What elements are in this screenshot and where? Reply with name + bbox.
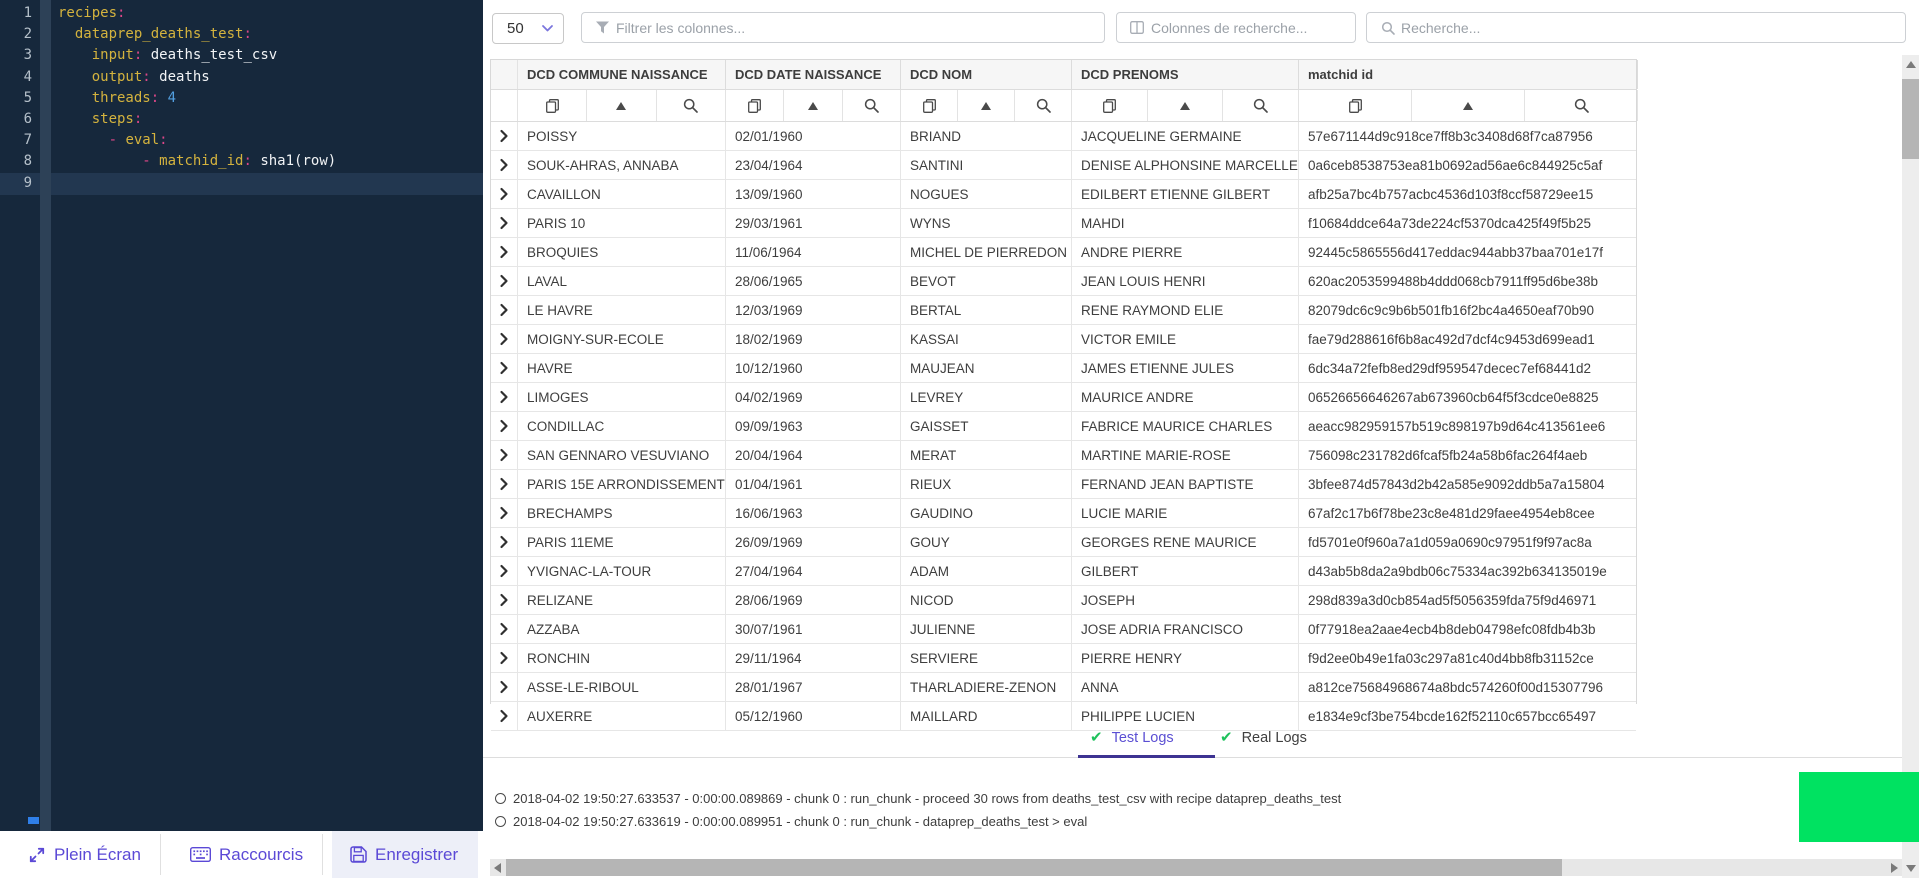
cell-date: 18/02/1969	[726, 325, 901, 353]
cell-prenoms: GILBERT	[1072, 557, 1299, 585]
cell-commune: SOUK-AHRAS, ANNABA	[518, 151, 726, 179]
row-expand-button[interactable]	[491, 122, 518, 150]
cell-nom: ADAM	[901, 557, 1072, 585]
cell-matchid: 298d839a3d0cb854ad5f5056359fda75f9d46971	[1308, 592, 1597, 608]
chevron-down-icon	[542, 25, 553, 32]
column-search-button[interactable]	[843, 90, 901, 121]
code-line: dataprep_deaths_test:	[74, 26, 252, 43]
row-expand-button[interactable]	[491, 412, 518, 440]
log-text: 2018-04-02 19:50:27.633619 - 0:00:00.089951 - chunk 0 : run_chunk - dataprep_deaths_test > eval	[513, 814, 1088, 829]
cell-nom: LEVREY	[901, 383, 1072, 411]
table-row	[491, 383, 1636, 412]
cell-commune: HAVRE	[518, 354, 726, 382]
horizontal-scrollbar[interactable]	[490, 859, 1902, 876]
cell-matchid: f9d2ee0b49e1fa03c297a81c40d4bb8fb31152ce	[1308, 650, 1594, 666]
green-status-toast	[1799, 772, 1919, 842]
sort-icon	[808, 102, 818, 110]
cell-matchid: d43ab5b8da2a9bdb06c75334ac392b634135019e	[1308, 563, 1607, 579]
table-row	[491, 528, 1636, 557]
fullscreen-button[interactable]	[22, 831, 147, 878]
search-icon	[683, 98, 698, 113]
cell-nom: GAUDINO	[901, 499, 1072, 527]
cell-date: 28/06/1969	[726, 586, 901, 614]
line-number: 1	[23, 5, 32, 21]
sort-icon	[1463, 102, 1473, 110]
code-line: threads: 4	[91, 89, 177, 106]
table-row	[491, 441, 1636, 470]
cell-prenoms: JEAN LOUIS HENRI	[1072, 267, 1299, 295]
row-expand-button[interactable]	[491, 354, 518, 382]
cell-matchid: 0f77918ea2aae4ecb4b8deb04798efc08fdb4b3b	[1308, 621, 1596, 637]
column-sort-button[interactable]	[1148, 90, 1224, 121]
expand-chevron-icon	[500, 449, 508, 461]
cell-prenoms: JOSEPH	[1072, 586, 1299, 614]
log-text: 2018-04-02 19:50:27.633537 - 0:00:00.089869 - chunk 0 : run_chunk - proceed 30 rows from deaths_test_csv with recipe dataprep_deaths_test	[513, 791, 1342, 806]
table-row	[491, 325, 1636, 354]
row-expand-button[interactable]	[491, 644, 518, 672]
column-copy-button[interactable]	[901, 90, 958, 121]
cell-commune: LE HAVRE	[518, 296, 726, 324]
cell-nom: BEVOT	[901, 267, 1072, 295]
row-expand-button[interactable]	[491, 296, 518, 324]
row-expand-button[interactable]	[491, 528, 518, 556]
cell-matchid: f10684ddce64a73de224cf5370dca425f49f5b25	[1308, 215, 1592, 231]
expand-chevron-icon	[500, 652, 508, 664]
save-floppy-icon	[350, 846, 367, 863]
column-tools-commune	[518, 90, 726, 121]
tab-real-logs-label: Real Logs	[1241, 730, 1307, 746]
search-columns-input[interactable]	[1116, 12, 1356, 43]
column-search-button[interactable]	[1525, 90, 1638, 121]
expand-chevron-icon	[500, 536, 508, 548]
code-line	[58, 173, 336, 194]
cell-matchid: 0a6ceb8538753ea81b0692ad56ae6c844925c5af	[1308, 157, 1603, 173]
cell-prenoms: FABRICE MAURICE CHARLES	[1072, 412, 1299, 440]
cell-prenoms: MAURICE ANDRE	[1072, 383, 1299, 411]
editor-gutter-divider	[40, 0, 51, 831]
check-icon: ✔	[1090, 729, 1103, 746]
row-expand-button[interactable]	[491, 470, 518, 498]
expand-chevron-icon	[500, 304, 508, 316]
cell-matchid: 620ac2053599488b4ddd068cb7911ff95d6be38b	[1308, 273, 1599, 289]
save-button[interactable]	[344, 831, 464, 878]
tab-test-logs[interactable]	[1090, 728, 1174, 746]
save-button-label: Enregistrer	[375, 844, 459, 864]
cell-commune: LAVAL	[518, 267, 726, 295]
table-toolbar-row	[491, 90, 1636, 122]
row-expand-button[interactable]	[491, 209, 518, 237]
scroll-up-arrow-icon[interactable]	[1906, 61, 1916, 68]
log-line	[495, 791, 1341, 806]
cell-date: 29/03/1961	[726, 209, 901, 237]
cell-commune: PARIS 11EME	[518, 528, 726, 556]
code-line: recipes:	[58, 5, 126, 21]
page-size-value: 50	[507, 20, 524, 37]
cell-date: 01/04/1961	[726, 470, 901, 498]
cell-date: 09/09/1963	[726, 412, 901, 440]
cell-commune: ASSE-LE-RIBOUL	[518, 673, 726, 701]
cell-date: 13/09/1960	[726, 180, 901, 208]
scroll-right-arrow-icon[interactable]	[1891, 863, 1898, 873]
expand-chevron-icon	[500, 275, 508, 287]
log-status-icon	[495, 816, 506, 827]
cell-date: 30/07/1961	[726, 615, 901, 643]
table-row	[491, 470, 1636, 499]
vertical-scrollbar-thumb[interactable]	[1902, 79, 1919, 159]
cell-prenoms: MARTINE MARIE-ROSE	[1072, 441, 1299, 469]
cell-prenoms: DENISE ALPHONSINE MARCELLE	[1072, 151, 1299, 179]
cell-nom: BRIAND	[901, 122, 1072, 150]
footer-divider	[322, 834, 323, 875]
cell-nom: SANTINI	[901, 151, 1072, 179]
cell-prenoms: JACQUELINE GERMAINE	[1072, 122, 1299, 150]
cell-commune: RONCHIN	[518, 644, 726, 672]
cell-nom: JULIENNE	[901, 615, 1072, 643]
cell-date: 11/06/1964	[726, 238, 901, 266]
row-expand-button[interactable]	[491, 383, 518, 411]
expand-chevron-icon	[500, 130, 508, 142]
toolbar-spacer	[491, 90, 518, 121]
column-header-nom[interactable]: DCD NOM	[901, 60, 1072, 89]
row-expand-button[interactable]	[491, 557, 518, 585]
expand-chevron-icon	[500, 710, 508, 722]
code-line: - matchid_id: sha1(row)	[142, 153, 337, 170]
cell-prenoms: JOSE ADRIA FRANCISCO	[1072, 615, 1299, 643]
cell-date: 29/11/1964	[726, 644, 901, 672]
page-size-select[interactable]	[492, 13, 564, 44]
sort-icon	[981, 102, 991, 110]
cell-nom: GAISSET	[901, 412, 1072, 440]
cell-date: 02/01/1960	[726, 122, 901, 150]
table-row	[491, 151, 1636, 180]
expand-chevron-icon	[500, 333, 508, 345]
active-tab-underline	[1078, 755, 1215, 758]
table-row	[491, 673, 1636, 702]
cell-date: 20/04/1964	[726, 441, 901, 469]
column-sort-button[interactable]	[958, 90, 1015, 121]
cell-matchid: 67af2c17b6f78be23c8e481d29faee4954eb8cee	[1308, 505, 1595, 521]
column-search-button[interactable]	[657, 90, 726, 121]
row-expand-button[interactable]	[491, 325, 518, 353]
cell-commune: MOIGNY-SUR-ECOLE	[518, 325, 726, 353]
copy-icon	[1103, 99, 1116, 113]
cell-commune: PARIS 10	[518, 209, 726, 237]
cell-prenoms: EDILBERT ETIENNE GILBERT	[1072, 180, 1299, 208]
column-tools-prenoms	[1072, 90, 1299, 121]
vertical-scrollbar[interactable]	[1902, 55, 1919, 878]
line-number: 4	[23, 68, 32, 85]
cell-date: 04/02/1969	[726, 383, 901, 411]
cell-commune: RELIZANE	[518, 586, 726, 614]
table-row	[491, 180, 1636, 209]
tab-real-logs[interactable]	[1220, 728, 1307, 746]
copy-icon	[748, 99, 761, 113]
code-line: input: deaths_test_csv	[91, 47, 278, 64]
row-expand-button[interactable]	[491, 151, 518, 179]
cell-nom: BERTAL	[901, 296, 1072, 324]
expand-chevron-icon	[500, 217, 508, 229]
log-status-icon	[495, 793, 506, 804]
expand-chevron-icon	[500, 159, 508, 171]
cell-date: 23/04/1964	[726, 151, 901, 179]
sort-icon	[616, 102, 626, 110]
table-header-row	[491, 60, 1636, 90]
cell-matchid: a812ce75684968674a8bdc574260f00d15307796	[1308, 679, 1604, 695]
expand-chevron-icon	[500, 623, 508, 635]
search-icon	[1036, 98, 1051, 113]
cell-matchid: 06526656646267ab673960cb64f5f3cdce0e8825	[1308, 389, 1599, 405]
expand-chevron-icon	[500, 391, 508, 403]
line-number: 6	[23, 111, 32, 128]
column-search-button[interactable]	[1223, 90, 1299, 121]
cell-date: 16/06/1963	[726, 499, 901, 527]
cell-commune: BRECHAMPS	[518, 499, 726, 527]
cell-prenoms: ANNA	[1072, 673, 1299, 701]
column-header-date[interactable]: DCD DATE NAISSANCE	[726, 60, 901, 89]
row-expand-button[interactable]	[491, 673, 518, 701]
search-icon	[1574, 98, 1589, 113]
column-copy-button[interactable]	[1299, 90, 1412, 121]
horizontal-scrollbar-thumb[interactable]	[506, 859, 1562, 876]
cell-date: 10/12/1960	[726, 354, 901, 382]
row-expand-button[interactable]	[491, 615, 518, 643]
table-row	[491, 238, 1636, 267]
cell-prenoms: PHILIPPE LUCIEN	[1072, 702, 1299, 730]
cell-matchid: 756098c231782d6fcaf5fb24a58b6fac264f4aeb	[1308, 447, 1588, 463]
table-row	[491, 354, 1636, 383]
row-expand-button[interactable]	[491, 180, 518, 208]
cell-matchid: fae79d288616f6b8ac492d7dcf4c9453d699ead1	[1308, 331, 1595, 347]
scroll-left-arrow-icon[interactable]	[494, 863, 501, 873]
shortcuts-button[interactable]	[184, 831, 309, 878]
line-number: 9	[23, 174, 32, 191]
cell-commune: LIMOGES	[518, 383, 726, 411]
cell-matchid: 3bfee874d57843d2b42a585e9092ddb5a7a15804	[1308, 476, 1605, 492]
expand-chevron-icon	[500, 362, 508, 374]
table-row	[491, 412, 1636, 441]
scroll-down-arrow-icon[interactable]	[1906, 865, 1916, 872]
table-row	[491, 122, 1636, 151]
cell-nom: NOGUES	[901, 180, 1072, 208]
cell-date: 28/06/1965	[726, 267, 901, 295]
table-row	[491, 296, 1636, 325]
cell-nom: KASSAI	[901, 325, 1072, 353]
copy-icon	[1349, 99, 1362, 113]
table-row	[491, 557, 1636, 586]
copy-icon	[923, 99, 936, 113]
table-row	[491, 499, 1636, 528]
expand-chevron-icon	[500, 594, 508, 606]
cell-commune: CONDILLAC	[518, 412, 726, 440]
cell-nom: THARLADIERE-ZENON	[901, 673, 1072, 701]
column-sort-button[interactable]	[784, 90, 842, 121]
code-line: output: deaths	[91, 68, 210, 85]
cell-nom: MAILLARD	[901, 702, 1072, 730]
cell-commune: YVIGNAC-LA-TOUR	[518, 557, 726, 585]
header-spacer	[491, 60, 518, 89]
table-row	[491, 615, 1636, 644]
column-header-commune[interactable]: DCD COMMUNE NAISSANCE	[518, 60, 726, 89]
line-number: 7	[23, 132, 32, 149]
sort-icon	[1180, 102, 1190, 110]
cell-prenoms: JAMES ETIENNE JULES	[1072, 354, 1299, 382]
expand-chevron-icon	[500, 420, 508, 432]
cell-date: 28/01/1967	[726, 673, 901, 701]
column-copy-button[interactable]	[518, 90, 587, 121]
fullscreen-expand-icon	[28, 846, 46, 864]
cell-matchid: fd5701e0f960a7a1d059a0690c97951f9f97ac8a	[1308, 534, 1592, 550]
column-tools-nom	[901, 90, 1072, 121]
table-row	[491, 267, 1636, 296]
cell-date: 26/09/1969	[726, 528, 901, 556]
line-number: 8	[23, 153, 32, 170]
cell-matchid: 6dc34a72fefb8ed29df959547decec7ef68441d2	[1308, 360, 1592, 376]
cell-nom: MICHEL DE PIERREDON	[901, 238, 1072, 266]
cell-commune: AZZABA	[518, 615, 726, 643]
cell-nom: MERAT	[901, 441, 1072, 469]
table-row	[491, 702, 1636, 731]
line-number: 2	[23, 26, 32, 43]
column-header-prenoms[interactable]: DCD PRENOMS	[1072, 60, 1299, 89]
cell-commune: AUXERRE	[518, 702, 726, 730]
column-sort-button[interactable]	[587, 90, 656, 121]
expand-chevron-icon	[500, 681, 508, 693]
code-line: - eval:	[108, 132, 168, 149]
column-search-button[interactable]	[1015, 90, 1072, 121]
cell-prenoms: FERNAND JEAN BAPTISTE	[1072, 470, 1299, 498]
fullscreen-button-label: Plein Écran	[54, 844, 141, 864]
column-tools-date	[726, 90, 901, 121]
cell-nom: NICOD	[901, 586, 1072, 614]
line-number: 5	[23, 89, 32, 106]
row-expand-button[interactable]	[491, 267, 518, 295]
shortcuts-button-label: Raccourcis	[219, 844, 304, 864]
cell-matchid: aeacc982959157b519c898197b9d64c413561ee6	[1308, 418, 1606, 434]
cell-commune: PARIS 15E ARRONDISSEMENT	[518, 470, 726, 498]
expand-chevron-icon	[500, 478, 508, 490]
table-row	[491, 644, 1636, 673]
footer-divider	[160, 834, 161, 875]
cell-prenoms: VICTOR EMILE	[1072, 325, 1299, 353]
copy-icon	[546, 99, 559, 113]
expand-chevron-icon	[500, 565, 508, 577]
expand-chevron-icon	[500, 246, 508, 258]
cell-commune: POISSY	[518, 122, 726, 150]
cell-date: 05/12/1960	[726, 702, 901, 730]
table-row	[491, 586, 1636, 615]
code-line: steps:	[91, 110, 143, 127]
row-expand-button[interactable]	[491, 441, 518, 469]
cell-nom: SERVIERE	[901, 644, 1072, 672]
row-expand-button[interactable]	[491, 238, 518, 266]
search-icon	[1253, 98, 1268, 113]
expand-chevron-icon	[500, 507, 508, 519]
cell-nom: RIEUX	[901, 470, 1072, 498]
filter-columns-input[interactable]	[581, 12, 1105, 43]
column-copy-button[interactable]	[726, 90, 784, 121]
cell-prenoms: LUCIE MARIE	[1072, 499, 1299, 527]
keyboard-icon	[190, 847, 211, 862]
row-expand-button[interactable]	[491, 702, 518, 730]
expand-chevron-icon	[500, 188, 508, 200]
cell-date: 12/03/1969	[726, 296, 901, 324]
cell-prenoms: ANDRE PIERRE	[1072, 238, 1299, 266]
cell-nom: WYNS	[901, 209, 1072, 237]
search-input[interactable]	[1366, 12, 1906, 43]
cell-matchid: afb25a7bc4b757acbc4536d103f8ccf58729ee15	[1308, 186, 1594, 202]
column-copy-button[interactable]	[1072, 90, 1148, 121]
cell-matchid: 92445c5865556d417eddac944abb37baa701e17f	[1308, 244, 1604, 260]
column-header-matchid[interactable]: matchid id	[1299, 60, 1638, 89]
cell-matchid: 82079dc6c9c9b6b501fb16f2bc4a4650eaf70b90	[1308, 302, 1595, 318]
tab-test-logs-label: Test Logs	[1111, 730, 1174, 746]
editor-code[interactable]	[58, 3, 336, 194]
log-line	[495, 814, 1087, 829]
cell-nom: MAUJEAN	[901, 354, 1072, 382]
column-tools-matchid	[1299, 90, 1638, 121]
cell-nom: GOUY	[901, 528, 1072, 556]
editor-gutter	[0, 3, 32, 194]
cell-prenoms: MAHDI	[1072, 209, 1299, 237]
cell-commune: SAN GENNARO VESUVIANO	[518, 441, 726, 469]
check-icon: ✔	[1220, 729, 1233, 746]
row-expand-button[interactable]	[491, 499, 518, 527]
line-number: 3	[23, 47, 32, 64]
cell-matchid: 57e671144d9c918ce7ff8b3c3408d68f7ca87956	[1308, 128, 1593, 144]
cell-commune: BROQUIES	[518, 238, 726, 266]
table-row	[491, 209, 1636, 238]
yaml-code-editor[interactable]	[0, 0, 483, 831]
cell-prenoms: GEORGES RENE MAURICE	[1072, 528, 1299, 556]
column-sort-button[interactable]	[1412, 90, 1525, 121]
cell-prenoms: RENE RAYMOND ELIE	[1072, 296, 1299, 324]
results-table	[490, 59, 1637, 724]
cell-matchid: e1834e9cf3be754bcde162f52110c657bcc65497	[1308, 708, 1597, 724]
cell-date: 27/04/1964	[726, 557, 901, 585]
editor-scrollbar-thumb[interactable]	[28, 817, 39, 824]
table-body	[491, 122, 1636, 731]
cell-prenoms: PIERRE HENRY	[1072, 644, 1299, 672]
cell-commune: CAVAILLON	[518, 180, 726, 208]
row-expand-button[interactable]	[491, 586, 518, 614]
search-icon	[864, 98, 879, 113]
